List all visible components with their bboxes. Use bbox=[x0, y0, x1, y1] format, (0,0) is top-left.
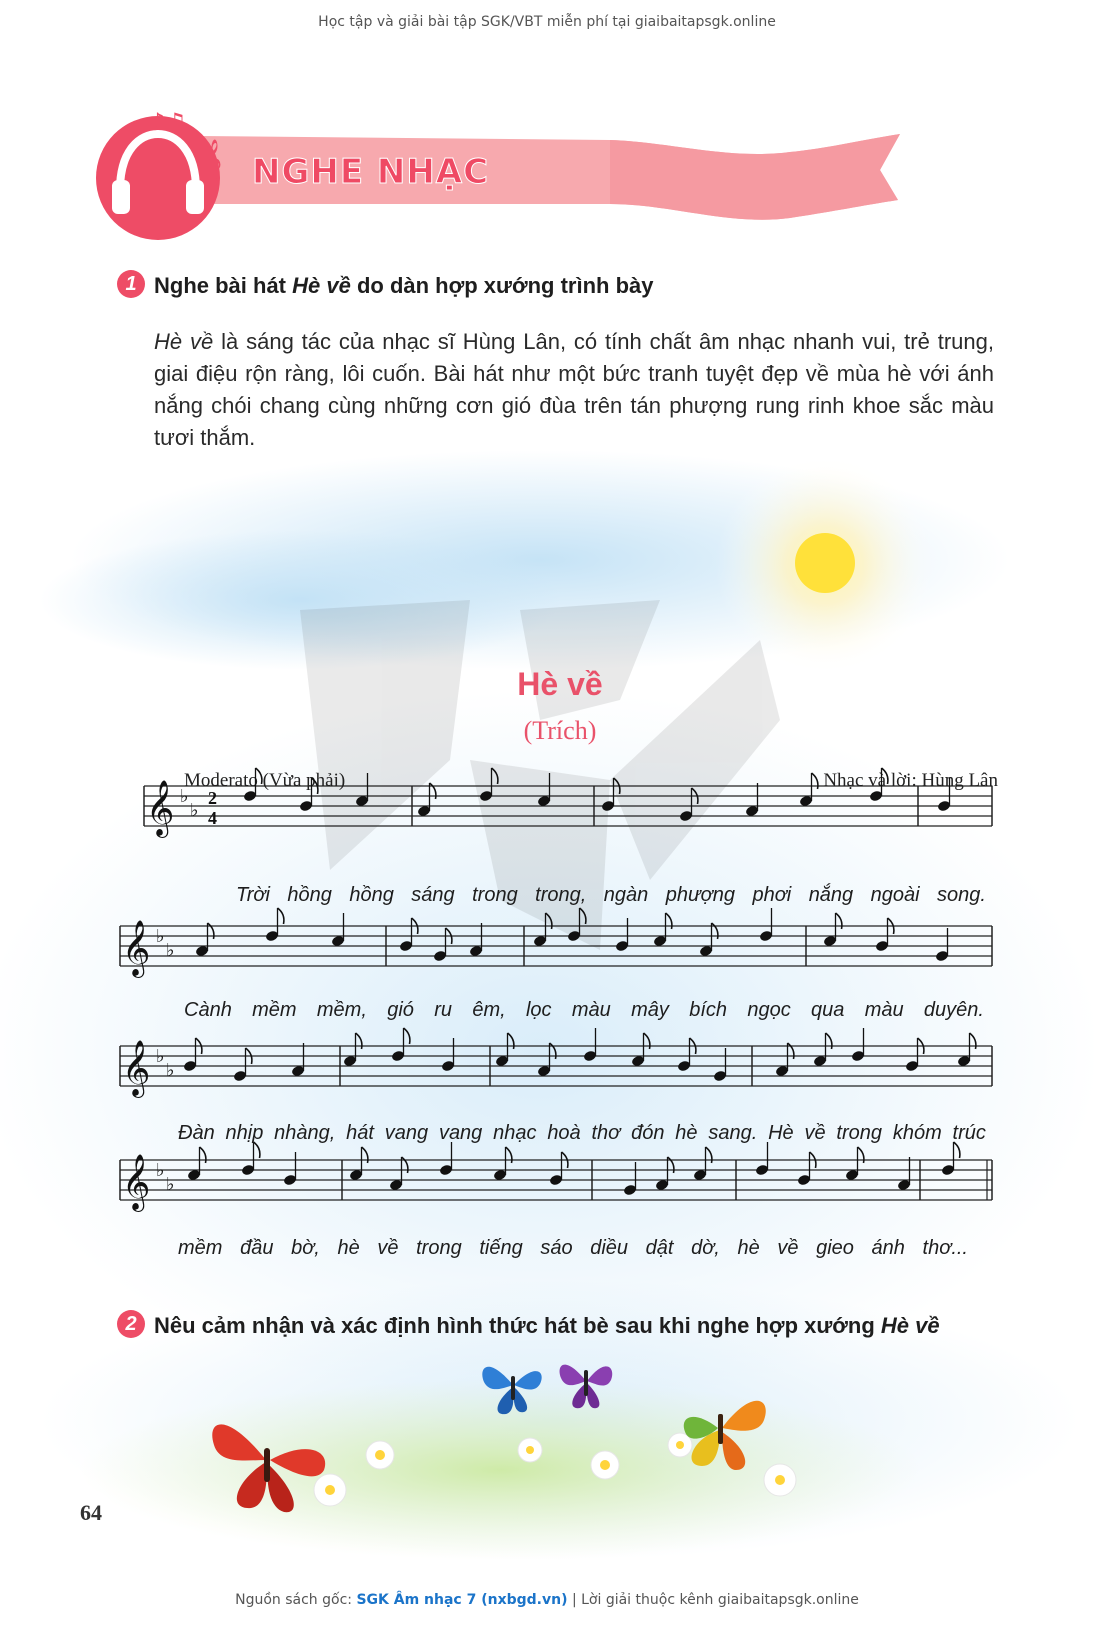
flat-sign-icon: ♭ bbox=[166, 1174, 175, 1195]
question-1-pre: Nghe bài hát bbox=[154, 273, 293, 298]
lyric-word: về bbox=[777, 1237, 799, 1259]
lyric-word: duyên. bbox=[923, 999, 984, 1021]
footer-note bbox=[0, 1592, 1094, 1608]
treble-clef-icon: 𝄞 bbox=[122, 920, 151, 976]
lyric-word: dờ, bbox=[691, 1237, 720, 1259]
treble-clef-icon: 𝄞 bbox=[122, 1040, 151, 1096]
lyric-word: Trời bbox=[236, 884, 270, 906]
flat-sign-icon: ♭ bbox=[156, 1160, 165, 1181]
note-flag bbox=[404, 1028, 410, 1044]
lyric-word: sáng bbox=[411, 884, 455, 906]
question-1-song: Hè về bbox=[292, 273, 351, 298]
svg-text:𝄞: 𝄞 bbox=[202, 139, 223, 179]
lyric-word: diều bbox=[590, 1237, 629, 1259]
treble-clef-icon: 𝄞 bbox=[146, 780, 175, 836]
song-title: Hè về bbox=[517, 666, 603, 702]
lyric-word: hè bbox=[737, 1237, 760, 1259]
lyric-word: hè bbox=[675, 1122, 698, 1144]
lyric-word: tiếng bbox=[479, 1237, 523, 1259]
lyric-word: vang bbox=[384, 1122, 429, 1144]
question-2-song: Hè về bbox=[880, 1313, 940, 1338]
lyric-word: thơ bbox=[591, 1122, 621, 1144]
lyric-word: song. bbox=[937, 884, 986, 906]
page-number: 64 bbox=[68, 1490, 114, 1536]
treble-clef-icon: 𝄞 bbox=[122, 1154, 151, 1210]
footer-source-link[interactable]: SGK Âm nhạc 7 (nxbgd.vn) bbox=[356, 1592, 568, 1608]
note-flag bbox=[882, 768, 888, 784]
question-1-badge: 1 bbox=[117, 270, 145, 298]
lyric-word: nhạc bbox=[493, 1122, 537, 1144]
tempo-marking: Moderato (Vừa phải) bbox=[184, 770, 346, 791]
lyric-word: phơi bbox=[752, 884, 792, 906]
note-flag bbox=[580, 908, 586, 924]
lyric-word: ngàn bbox=[603, 884, 649, 906]
intro-text: là sáng tác của nhạc sĩ Hùng Lân, có tính chất âm nhạc nhanh vui, trẻ trung, giai điệu rộn ràng, lôi cuốn. Bài hát như một bức tranh tuyệt đẹp về mùa hè với ánh nắng chói chang cùng những cơn gió đùa trên tán phượng rung rinh khoe sắc màu tươi thắm. bbox=[154, 329, 994, 450]
flat-sign-icon: ♭ bbox=[166, 940, 175, 961]
lyric-word: bích bbox=[689, 999, 728, 1021]
svg-text:♪♫: ♪♫ bbox=[150, 108, 187, 136]
question-2-badge: 2 bbox=[117, 1310, 145, 1338]
composer-credit: Nhạc và lời: Hùng Lân bbox=[823, 770, 998, 791]
lyric-word: hè bbox=[337, 1237, 360, 1259]
lyric-word: mềm bbox=[252, 999, 297, 1021]
lyric-word: về bbox=[804, 1122, 826, 1144]
lyric-word: mềm, bbox=[316, 999, 367, 1021]
intro-song-name: Hè về bbox=[154, 329, 214, 354]
footer-post: | Lời giải thuộc kênh giaibaitapsgk.online bbox=[567, 1592, 859, 1608]
flat-sign-icon: ♭ bbox=[156, 926, 165, 947]
time-signature-bottom: 4 bbox=[208, 808, 217, 828]
time-signature-top: 2 bbox=[208, 788, 217, 808]
lyric-word: bờ, bbox=[291, 1237, 320, 1259]
lyric-word: về bbox=[377, 1237, 399, 1259]
note-flag bbox=[492, 768, 498, 784]
lyric-line-4 bbox=[178, 1237, 968, 1260]
lyric-word: mây bbox=[631, 999, 669, 1021]
lyric-word: nắng bbox=[808, 884, 854, 906]
lyric-word: hoà bbox=[547, 1122, 581, 1144]
lyric-word: trong, bbox=[535, 884, 587, 906]
lyric-word: hát bbox=[346, 1122, 374, 1144]
lyric-line-3 bbox=[178, 1122, 986, 1145]
lyric-word: phượng bbox=[665, 884, 735, 906]
lyric-word: khóm bbox=[892, 1122, 942, 1144]
lyric-word: nhịp bbox=[225, 1122, 264, 1144]
lyric-line-2 bbox=[184, 999, 984, 1022]
question-1-post: do dàn hợp xướng trình bày bbox=[350, 273, 654, 298]
section-title: NGHE NHẠC bbox=[252, 152, 490, 192]
lyric-word: gieo bbox=[816, 1237, 854, 1259]
lyric-word: dật bbox=[645, 1237, 674, 1259]
lyric-word: lọc bbox=[525, 999, 552, 1021]
lyric-word: trúc bbox=[952, 1122, 986, 1144]
flat-sign-icon: ♭ bbox=[156, 1046, 165, 1067]
lyric-word: trong bbox=[416, 1237, 462, 1259]
lyric-word: trong bbox=[472, 884, 518, 906]
lyric-word: đầu bbox=[240, 1237, 274, 1259]
note-flag bbox=[256, 768, 262, 784]
footer-pre: Nguồn sách gốc: bbox=[235, 1592, 357, 1608]
lyric-word: ánh bbox=[871, 1237, 905, 1259]
flat-sign-icon: ♭ bbox=[180, 786, 189, 807]
lyric-word: ngọc bbox=[747, 999, 791, 1021]
lyric-word: ru bbox=[434, 999, 453, 1021]
lyric-word: sang. bbox=[708, 1122, 758, 1144]
lyric-word: Đàn bbox=[178, 1122, 215, 1144]
lyric-word: ngoài bbox=[870, 884, 920, 906]
question-2-pre: Nêu cảm nhận và xác định hình thức hát bè sau khi nghe hợp xướng bbox=[154, 1313, 881, 1338]
lyric-word: êm, bbox=[472, 999, 506, 1021]
question-2-text bbox=[154, 1313, 940, 1339]
lyric-word: hồng bbox=[287, 884, 332, 906]
lyric-word: gió bbox=[387, 999, 414, 1021]
lyric-word: hồng bbox=[349, 884, 394, 906]
lyric-word: mềm bbox=[178, 1237, 223, 1259]
lyric-word: qua bbox=[811, 999, 845, 1021]
lyric-word: vang bbox=[438, 1122, 483, 1144]
lyric-word: màu bbox=[864, 999, 904, 1021]
flat-sign-icon: ♭ bbox=[190, 800, 199, 821]
lyric-word: trong bbox=[836, 1122, 883, 1144]
lyric-word: thơ... bbox=[922, 1237, 968, 1259]
lyric-word: Cành bbox=[184, 999, 232, 1021]
lyric-word: đón bbox=[631, 1122, 665, 1144]
lyric-word: Hè bbox=[768, 1122, 794, 1144]
lyric-word: nhàng, bbox=[274, 1122, 336, 1144]
header-note: Học tập và giải bài tập SGK/VBT miễn phí tại giaibaitapsgk.online bbox=[318, 14, 776, 30]
song-subtitle: (Trích) bbox=[523, 716, 597, 745]
lyric-word: sáo bbox=[540, 1237, 573, 1259]
lyric-line-1 bbox=[236, 884, 986, 907]
flat-sign-icon: ♭ bbox=[166, 1060, 175, 1081]
lyric-word: màu bbox=[571, 999, 611, 1021]
note-flag bbox=[278, 908, 284, 924]
